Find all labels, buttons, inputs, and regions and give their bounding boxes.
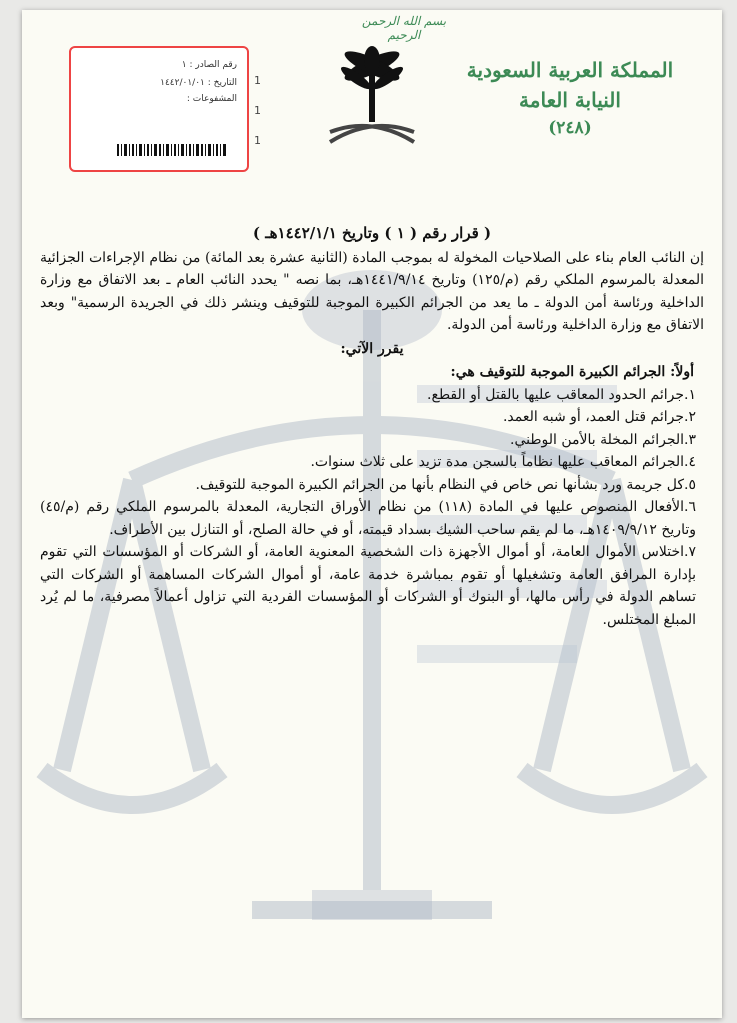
document-page (22, 10, 722, 1018)
stamp-attachments: المشفوعات : (186, 94, 237, 104)
list-item: ٤.الجرائم المعاقب عليها نظاماً بالسجن مدة تزيد على ثلاث سنوات. (310, 454, 696, 470)
margin-mark: 1 (254, 74, 261, 87)
margin-mark: 1 (254, 134, 261, 147)
decree-preamble: إن النائب العام بناء على الصلاحيات المخولة له بموجب المادة (الثانية عشرة بعد المائة) من نظام الإجراءات الجزائية المعدلة بالمرسوم الملكي رقم (م/١٢٥) وتاريخ ١٤٤١/٩/١٤هـ، بما نصه " يحدد النائب العام ـ بعد الاتفاق مع وزارة الداخلية ورئاسة أمن الدولة ـ ما يعد من الجرائم الكبيرة الموجبة للتوقيف وينشر ذلك في الجريدة الرسمية" وبعد الاتفاق مع وزارة الداخلية ورئاسة أمن الدولة. (40, 249, 704, 333)
list-item: ٣.الجرائم المخلة بالأمن الوطني. (510, 431, 696, 448)
decides-heading: يقرر الآتي: (340, 340, 404, 357)
list-item: ٥.كل جريمة ورد بشأنها نص خاص في النظام بأنها من الجرائم الكبيرة الموجبة للتوقيف. (195, 476, 696, 493)
list-item: ٢.جرائم قتل العمد، أو شبه العمد. (502, 409, 696, 425)
margin-mark: 1 (254, 104, 261, 117)
decree-title: ( قرار رقم ( ١ ) وتاريخ ١٤٤٢/١/١هـ ) (252, 224, 492, 242)
basmala-calligraphy: بسم الله الرحمن الرحيم (361, 14, 447, 42)
first-section-heading: أولاً: الجرائم الكبيرة الموجبة للتوقيف هي: (450, 364, 694, 380)
list-item: ٧.اختلاس الأموال العامة، أو أموال الأجهزة ذات الشخصية المعنوية العامة، أو الشركات أو المؤسسات التي تقوم بإدارة المرافق العامة وتشغيلها أو تقوم بمباشرة خدمة عامة، أو أموال الشركات المساهمة أو الشركات التي تساهم الدولة في رأس مالها، أو البنوك أو الشركات أو المؤسسات الفردية التي تزاول أعمالاً مصرفية، ما لم يُرد المبلغ المختلس. (40, 544, 696, 628)
stamp-date: التاريخ : ١٤٤٢/٠١/٠١ (160, 78, 237, 88)
reference-number: (٢٤٨) (548, 118, 592, 138)
barcode-icon (117, 144, 227, 156)
palm-swords-emblem-icon (322, 44, 422, 154)
kingdom-title: المملكة العربية السعودية (466, 58, 674, 82)
decree-body (40, 222, 704, 631)
prosecution-title: النيابة العامة (519, 88, 621, 112)
list-item: ٦.الأفعال المنصوص عليها في المادة (١١٨) من نظام الأوراق التجارية، المعدلة بالمرسوم الملكي رقم (م/٤٥) وتاريخ ١٤٠٩/٩/١٢هـ، ما لم يقم ساحب الشيك بسداد قيمته، أو في حالة الصلح، أو التنازل بين الأطراف. (40, 499, 696, 538)
incoming-stamp (69, 46, 249, 172)
stamp-number: رقم الصادر : ١ (181, 60, 237, 70)
list-item: ١.جرائم الحدود المعاقب عليها بالقتل أو القطع. (427, 386, 696, 403)
